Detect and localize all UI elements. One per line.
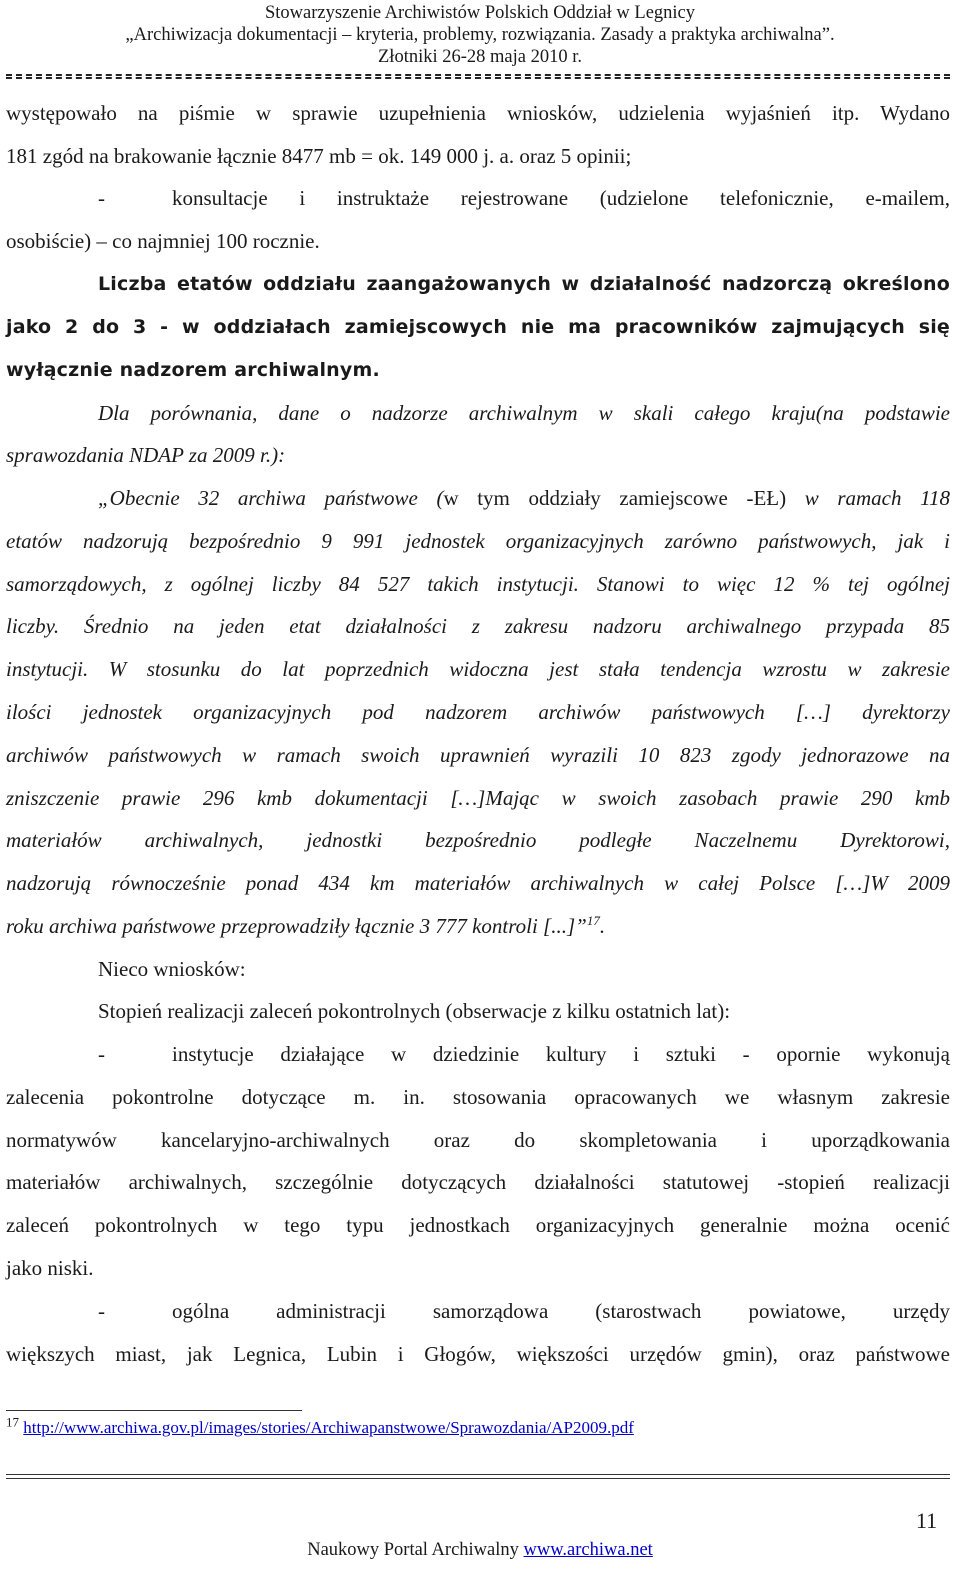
- footer: [0, 1538, 960, 1562]
- body-line: występowało na piśmie w sprawie uzupełnienia wniosków, udzielenia wyjaśnień itp. Wydano: [6, 101, 950, 125]
- bold-line: wyłącznie nadzorem archiwalnym.: [6, 359, 380, 381]
- list-dash: -: [98, 186, 105, 210]
- quote-part: w tym oddziały zamiejscowe -EŁ): [443, 486, 787, 510]
- body-line: instytucje działające w dziedzinie kultury i sztuki - opornie wykonują: [172, 1042, 950, 1066]
- body-line: jako niski.: [6, 1256, 94, 1280]
- footer-separator: [6, 1474, 950, 1479]
- italic-line: sprawozdania NDAP za 2009 r.):: [6, 443, 286, 467]
- quote-line: [6, 912, 950, 940]
- body-line: 181 zgód na brakowanie łącznie 8477 mb = ok. 149 000 j. a. oraz 5 opinii;: [6, 144, 632, 168]
- quote-line: instytucji. W stosunku do lat poprzednich widoczna jest stała tendencja wzrostu w zakresie: [6, 657, 950, 681]
- body-line: normatywów kancelaryjno-archiwalnych oraz do skompletowania i uporządkowania: [6, 1128, 950, 1152]
- quote-line: zniszczenie prawie 296 kmb dokumentacji […]Mając w swoich zasobach prawie 290 kmb: [6, 786, 950, 810]
- body-line: konsultacje i instruktaże rejestrowane (udzielone telefonicznie, e-mailem,: [172, 186, 950, 210]
- bold-line: Liczba etatów oddziału zaangażowanych w działalność nadzorczą określono: [98, 273, 950, 295]
- footnote-number: 17: [6, 1414, 19, 1430]
- quote-line: nadzorują równocześnie ponad 434 km materiałów archiwalnych w całej Polsce […]W 2009: [6, 871, 950, 895]
- header-place-date: Złotniki 26-28 maja 2010 r.: [378, 47, 582, 67]
- footnote-rule: [6, 1410, 302, 1411]
- header-conference-title: „Archiwizacja dokumentacji – kryteria, problemy, rozwiązania. Zasady a praktyka archiwalna”.: [125, 25, 835, 45]
- quote-line: liczby. Średnio na jeden etat działalności z zakresu nadzoru archiwalnego przypada 85: [6, 614, 950, 638]
- body-line: zaleceń pokontrolnych w tego typu jednostkach organizacyjnych generalnie można ocenić: [6, 1213, 950, 1237]
- footer-text: Naukowy Portal Archiwalny: [307, 1540, 524, 1560]
- footnote-link[interactable]: http://www.archiwa.gov.pl/images/stories/Archiwapanstwowe/Sprawozdania/AP2009.pdf: [23, 1418, 634, 1437]
- quote-part: w ramach 118: [786, 486, 951, 510]
- body-line: materiałów archiwalnych, szczególnie dotyczących działalności statutowej -stopień realizacji: [6, 1170, 950, 1194]
- quote-line: samorządowych, z ogólnej liczby 84 527 takich instytucji. Stanowi to więc 12 % tej ogólnej: [6, 572, 950, 596]
- header-separator: [6, 74, 950, 79]
- section-heading: Nieco wniosków:: [98, 957, 246, 981]
- header-organization: Stowarzyszenie Archiwistów Polskich Oddział w Legnicy: [264, 3, 696, 23]
- page-number: 11: [916, 1508, 938, 1533]
- body-line: większych miast, jak Legnica, Lubin i Głogów, większości urzędów gmin), oraz państwowe: [6, 1342, 950, 1366]
- quote-part: „Obecnie 32 archiwa państwowe (: [98, 486, 444, 510]
- bold-line: jako 2 do 3 - w oddziałach zamiejscowych nie ma pracowników zajmujących się: [6, 316, 950, 338]
- italic-line: Dla porównania, dane o nadzorze archiwalnym w skali całego kraju(na podstawie: [98, 401, 950, 425]
- footnote: [6, 1416, 634, 1440]
- quote-line: materiałów archiwalnych, jednostki bezpośrednio podległe Naczelnemu Dyrektorowi,: [6, 828, 950, 852]
- body-line: ogólna administracji samorządowa (starostwach powiatowe, urzędy: [172, 1299, 950, 1323]
- quote-line: etatów nadzorują bezpośrednio 9 991 jednostek organizacyjnych zarówno państwowych, jak i: [6, 529, 950, 553]
- list-dash: -: [98, 1299, 105, 1323]
- footnote-reference: 17: [586, 913, 600, 928]
- body-line: osobiście) – co najmniej 100 rocznie.: [6, 229, 320, 253]
- quote-line: [98, 484, 950, 512]
- quote-end-text: roku archiwa państwowe przeprowadziły łącznie 3 777 kontroli [...]”: [6, 914, 587, 938]
- quote-end-period: .: [599, 914, 606, 938]
- body-line: zalecenia pokontrolne dotyczące m. in. stosowania opracowanych we własnym zakresie: [6, 1085, 950, 1109]
- footer-link[interactable]: www.archiwa.net: [523, 1540, 653, 1560]
- quote-line: archiwów państwowych w ramach swoich uprawnień wyrazili 10 823 zgody jednorazowe na: [6, 743, 950, 767]
- body-line: Stopień realizacji zaleceń pokontrolnych (obserwacje z kilku ostatnich lat):: [98, 999, 731, 1023]
- quote-line: ilości jednostek organizacyjnych pod nadzorem archiwów państwowych […] dyrektorzy: [6, 700, 950, 724]
- list-dash: -: [98, 1042, 105, 1066]
